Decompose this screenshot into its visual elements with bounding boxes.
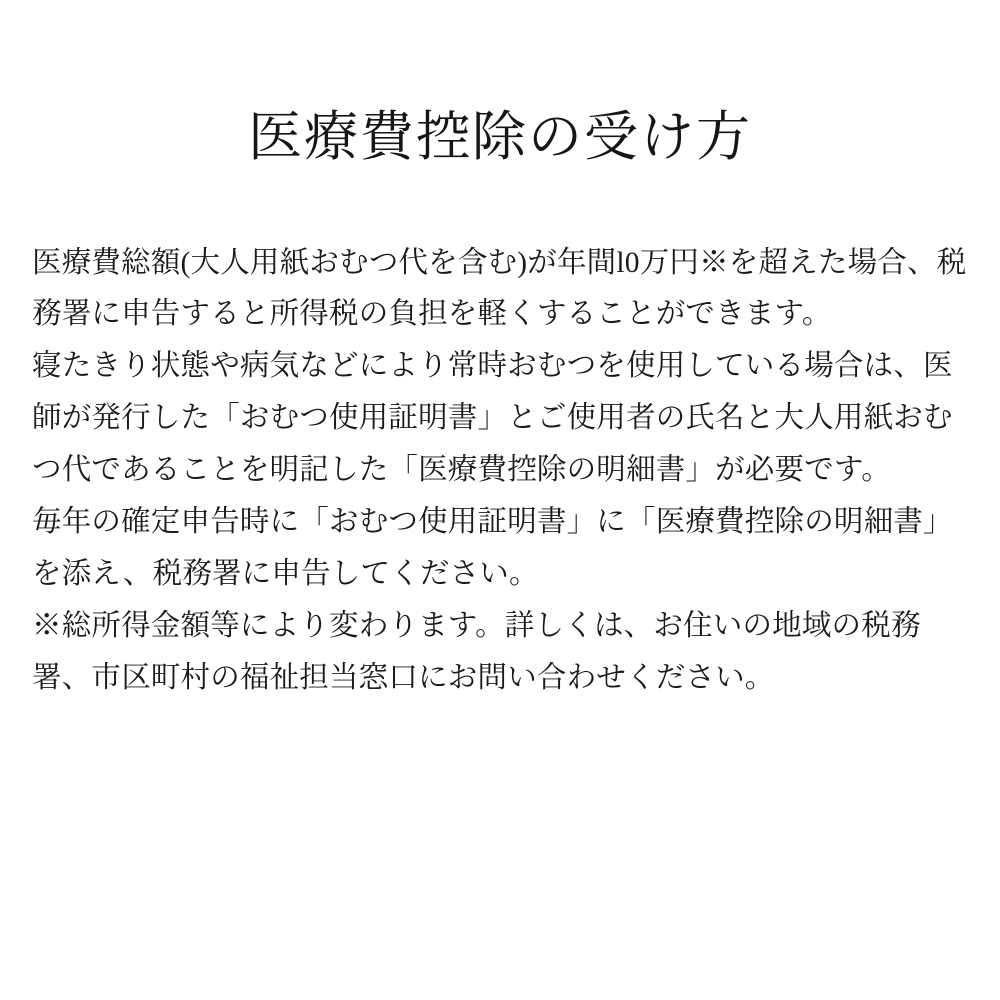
document-body bbox=[18, 238, 982, 705]
paragraph-2: 寝たきり状態や病気などにより常時おむつを使用している場合は、医師が発行した「おむつ使用証明書」とご使用者の氏名と大人用紙おむつ代であることを明記した「医療費控除の明細書」が必要です。 bbox=[32, 350, 953, 487]
paragraph-3: 毎年の確定申告時に「おむつ使用証明書」に「医療費控除の明細書」を添え、税務署に申告してください。 bbox=[32, 506, 953, 590]
page-title: 医療費控除の受け方 bbox=[248, 107, 752, 167]
paragraph-4-footnote: ※総所得金額等により変わります。詳しくは、お住いの地域の税務署、市区町村の福祉担当窓口にお問い合わせください。 bbox=[32, 609, 921, 694]
paragraph-1: 医療費総額(大人用紙おむつ代を含む)が年間l0万円※を超えた場合、税務署に申告すると所得税の負担を軽くすることができます。 bbox=[32, 246, 967, 331]
